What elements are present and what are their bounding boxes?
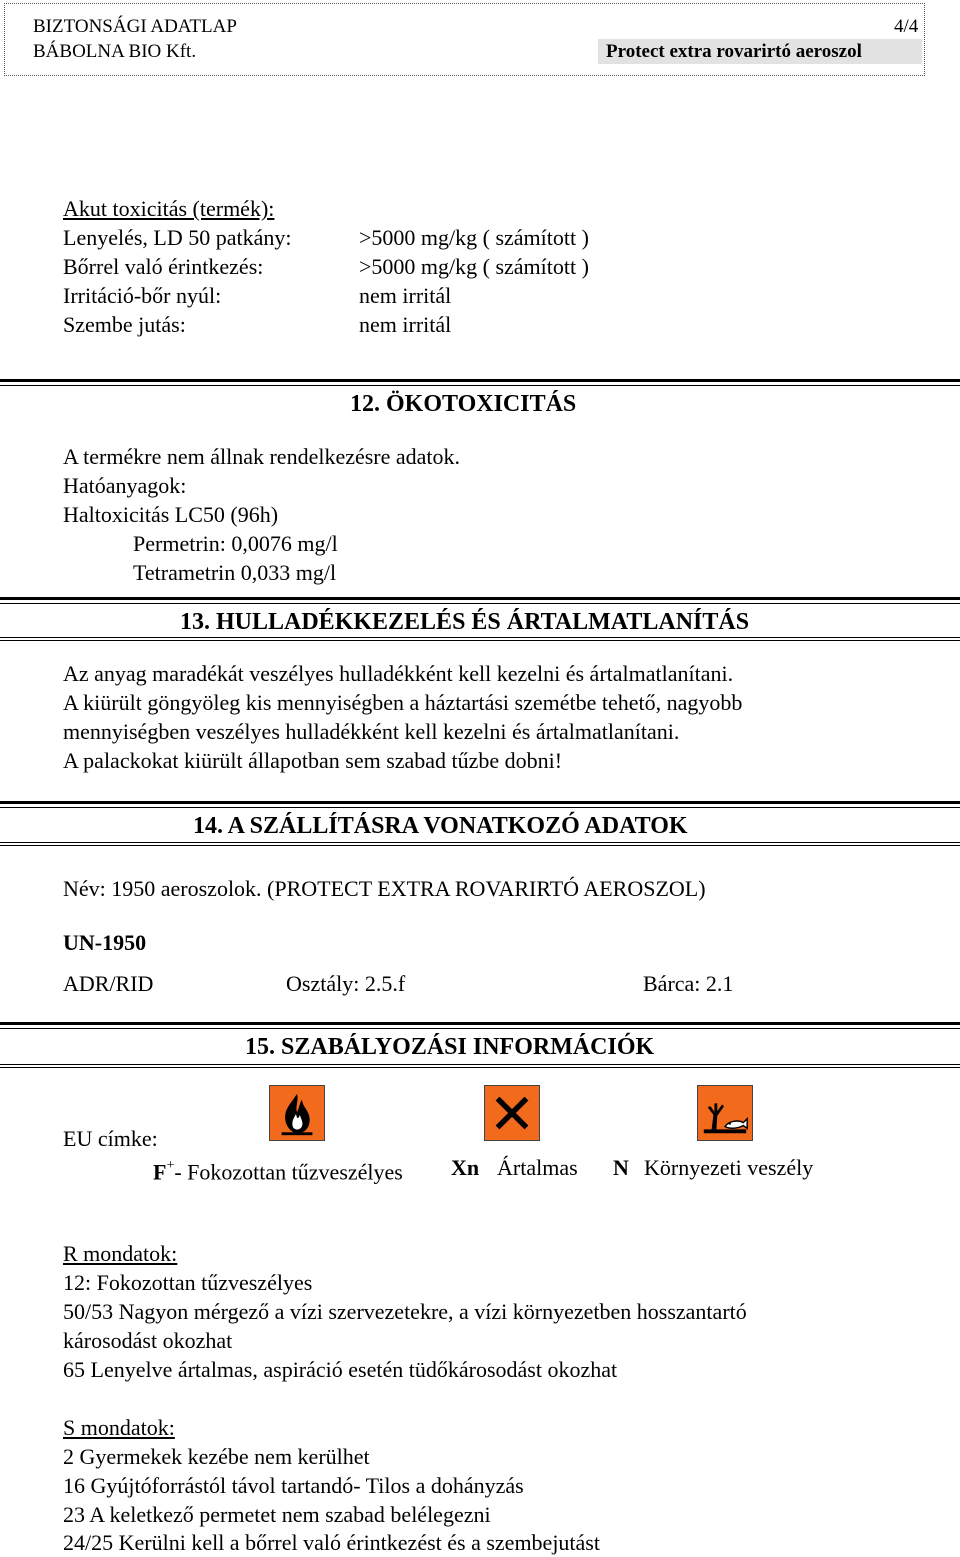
section-separator xyxy=(0,1064,960,1068)
section-separator xyxy=(0,1022,960,1029)
un-number: UN-1950 xyxy=(63,930,147,955)
product-name: Protect extra rovarirtó aeroszol xyxy=(606,41,862,62)
toxicity-value: >5000 mg/kg ( számított ) xyxy=(359,254,589,279)
section-12-text: Haltoxicitás LC50 (96h) xyxy=(63,502,279,527)
section-separator xyxy=(0,801,960,808)
hazard-code: Xn xyxy=(451,1155,480,1180)
toxicity-value: nem irritál xyxy=(359,283,452,308)
dead-tree-fish-icon xyxy=(697,1085,753,1141)
r-phrase: károsodást okozhat xyxy=(63,1328,233,1353)
r-phrase: 50/53 Nagyon mérgező a vízi szervezetekre, a vízi környezetben hosszantartó xyxy=(63,1299,747,1324)
section-12-text: A termékre nem állnak rendelkezésre adatok. xyxy=(63,444,461,469)
company-name: BÁBOLNA BIO Kft. xyxy=(33,41,197,62)
transport-label: Bárca: 2.1 xyxy=(643,971,734,996)
toxicity-title: Akut toxicitás (termék): xyxy=(63,196,275,221)
s-phrase: 24/25 Kerülni kell a bőrrel való érintkezést és a szembejutást xyxy=(63,1530,600,1555)
hazard-text: - Fokozottan tűzveszélyes xyxy=(174,1159,403,1185)
section-13-text: mennyiségben veszélyes hulladékként kell kezelni és ártalmatlanítani. xyxy=(63,719,680,744)
section-12-text: Hatóanyagok: xyxy=(63,473,187,498)
toxicity-label: Irritáció-bőr nyúl: xyxy=(63,283,222,308)
section-separator xyxy=(0,379,960,386)
doc-title: BIZTONSÁGI ADATLAP xyxy=(33,16,237,37)
s-phrase: 2 Gyermekek kezébe nem kerülhet xyxy=(63,1444,370,1469)
section-13-text: Az anyag maradékát veszélyes hulladékként kell kezelni és ártalmatlanítani. xyxy=(63,661,734,686)
section-separator xyxy=(0,597,960,604)
page-number: 4/4 xyxy=(894,16,919,37)
section-13-heading: 13. HULLADÉKKEZELÉS ÉS ÁRTALMATLANÍTÁS xyxy=(180,609,750,635)
section-separator xyxy=(0,637,960,641)
toxicity-value: nem irritál xyxy=(359,312,452,337)
eu-label-title: EU címke: xyxy=(63,1126,158,1151)
toxicity-value: >5000 mg/kg ( számított ) xyxy=(359,225,589,250)
hazard-code-superscript: + xyxy=(166,1158,175,1173)
hazard-text: Ártalmas xyxy=(497,1155,578,1180)
hazard-symbol-f xyxy=(153,1153,403,1186)
r-phrase: 12: Fokozottan tűzveszélyes xyxy=(63,1270,313,1295)
hazard-code: N xyxy=(613,1155,629,1180)
hazard-code: F xyxy=(153,1159,167,1185)
flame-icon xyxy=(269,1085,325,1141)
section-separator xyxy=(0,842,960,846)
adr-rid: ADR/RID xyxy=(63,971,154,996)
r-phrase: 65 Lenyelve ártalmas, aspiráció esetén tüdőkárosodást okozhat xyxy=(63,1357,618,1382)
s-phrase: 23 A keletkező permetet nem szabad belélegezni xyxy=(63,1502,491,1527)
s-phrases-title: S mondatok: xyxy=(63,1415,175,1440)
section-12-indented: Tetrametrin 0,033 mg/l xyxy=(133,560,337,585)
cross-icon xyxy=(484,1085,540,1141)
transport-class: Osztály: 2.5.f xyxy=(286,971,406,996)
section-13-text: A kiürült göngyöleg kis mennyiségben a háztartási szemétbe tehető, nagyobb xyxy=(63,690,743,715)
hazard-text: Környezeti veszély xyxy=(644,1155,814,1180)
section-13-text: A palackokat kiürült állapotban sem szabad tűzbe dobni! xyxy=(63,748,563,773)
section-14-heading: 14. A SZÁLLÍTÁSRA VONATKOZÓ ADATOK xyxy=(193,813,688,839)
toxicity-label: Lenyelés, LD 50 patkány: xyxy=(63,225,292,250)
section-15-heading: 15. SZABÁLYOZÁSI INFORMÁCIÓK xyxy=(245,1034,655,1060)
toxicity-label: Szembe jutás: xyxy=(63,312,186,337)
section-12-heading: 12. ÖKOTOXICITÁS xyxy=(350,391,577,417)
r-phrases-title: R mondatok: xyxy=(63,1241,178,1266)
section-12-indented: Permetrin: 0,0076 mg/l xyxy=(133,531,338,556)
toxicity-label: Bőrrel való érintkezés: xyxy=(63,254,264,279)
s-phrase: 16 Gyújtóforrástól távol tartandó- Tilos a dohányzás xyxy=(63,1473,524,1498)
transport-name: Név: 1950 aeroszolok. (PROTECT EXTRA ROVARIRTÓ AEROSZOL) xyxy=(63,876,706,901)
